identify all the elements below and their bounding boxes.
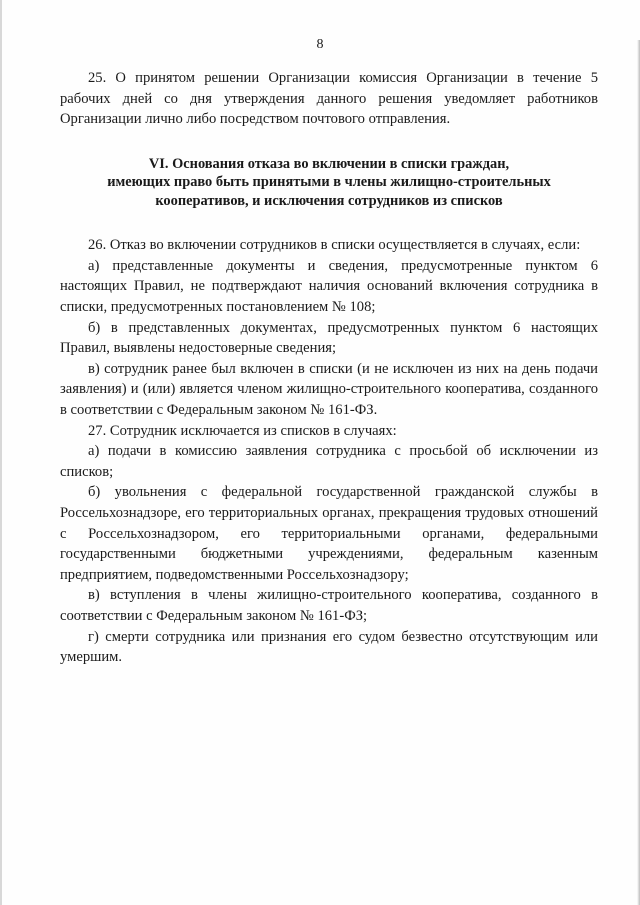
- section-title-line: VI. Основания отказа во включении в списки граждан,: [148, 155, 510, 172]
- paragraph-26-item-v: в) сотрудник ранее был включен в списки (и не исключен из них на день подачи заявления) и (или) является членом жилищно-строительного кооператива, созданного в соответствии с Федеральным законом № 161-ФЗ.: [60, 360, 598, 419]
- section-vi-title: [60, 155, 598, 211]
- section-title-line: имеющих право быть принятыми в члены жилищно-строительных: [107, 174, 551, 191]
- document-body: [60, 68, 598, 668]
- paragraph-26-intro: 26. Отказ во включении сотрудников в списки осуществляется в случаях, если:: [88, 237, 581, 254]
- paragraph-26-item-a: а) представленные документы и сведения, предусмотренные пунктом 6 настоящих Правил, не подтверждают наличия оснований включения сотрудника в списки, предусмотренных постановлением № 108;: [60, 257, 598, 316]
- page-number: 8: [316, 37, 324, 52]
- paragraph-27-item-a: а) подачи в комиссию заявления сотрудника с просьбой об исключении из списков;: [60, 443, 598, 480]
- paragraph-25: 25. О принятом решении Организации комиссия Организации в течение 5 рабочих дней со дня утверждения данного решения уведомляет работников Организации лично либо посредством почтового отправления.: [60, 70, 598, 128]
- scan-edge-left: [0, 0, 2, 905]
- paragraph-27-item-b: б) увольнения с федеральной государственной гражданской службы в Россельхознадзоре, его территориальных органах, прекращения трудовых отношений с Россельхознадзором, его территориальными органами, федеральными государственными бюджетными учреждениями, федеральным казенным предприятием, подведомственными Россельхознадзору;: [60, 484, 598, 583]
- section-title-line: кооперативов, и исключения сотрудников из списков: [155, 192, 503, 209]
- paragraph-26-item-b: б) в представленных документах, предусмотренных пунктом 6 настоящих Правил, выявлены недостоверные сведения;: [60, 319, 598, 357]
- paragraph-27-item-g: г) смерти сотрудника или признания его судом безвестно отсутствующим или умершим.: [60, 628, 598, 666]
- paragraph-27-item-v: в) вступления в члены жилищно-строительного кооператива, созданного в соответствии с Федеральным законом № 161-ФЗ;: [60, 587, 598, 624]
- paragraph-27-intro: 27. Сотрудник исключается из списков в случаях:: [88, 422, 397, 439]
